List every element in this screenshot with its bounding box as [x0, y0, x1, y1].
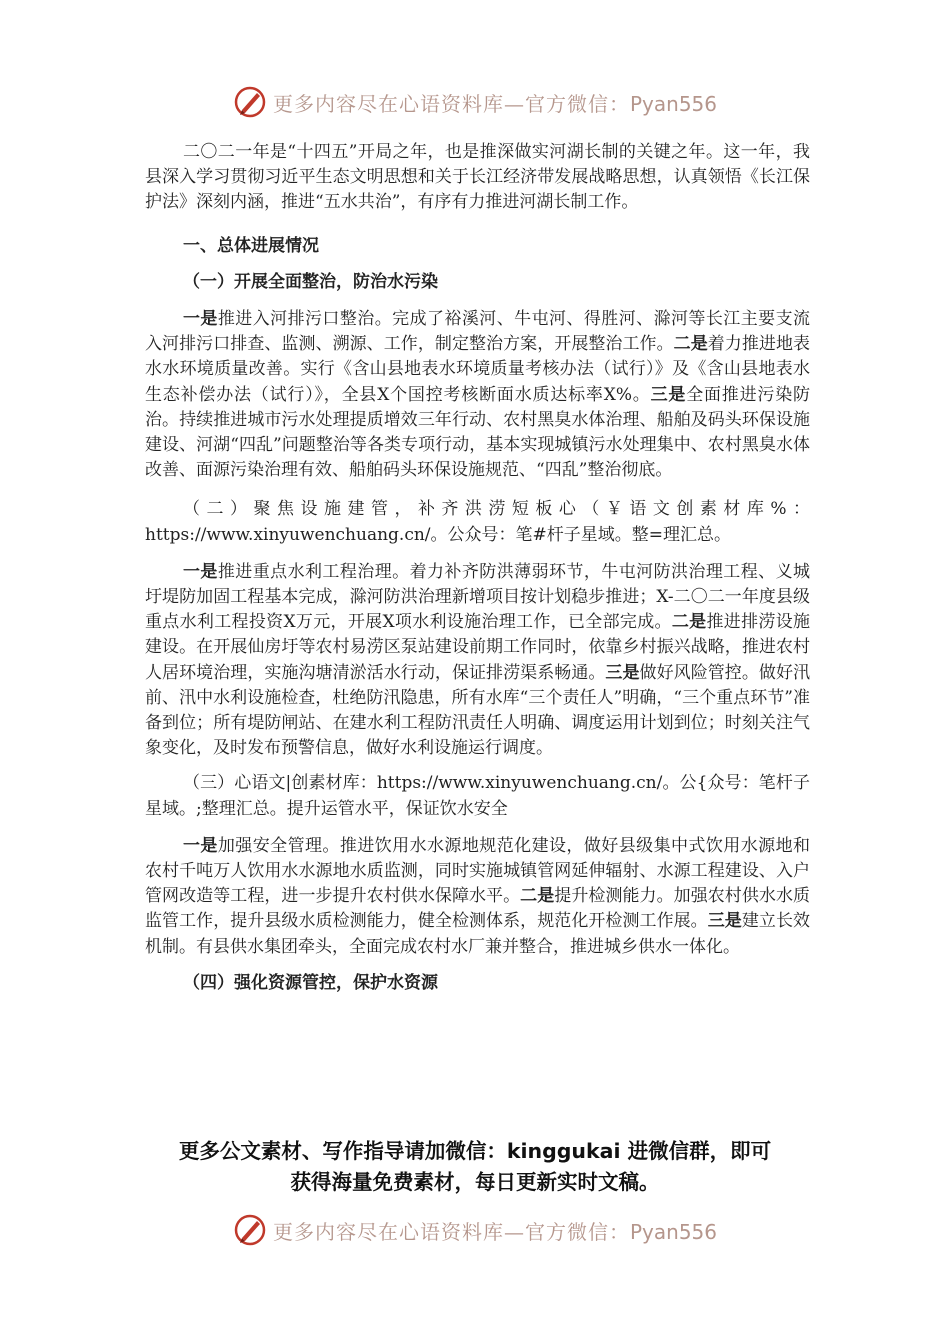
subsection-2-paragraph: 一是推进重点水利工程治理。着力补齐防洪薄弱环节，牛屯河防洪治理工程、义城圩堤防加固工程基本完成，滁河防洪治理新增项目按计划稳步推进；X-二〇二一年度县级重点水利工程投资X万元，开展X项水利设施治理工作，已全部完成。二是推进排涝设施建设。在开展仙房圩等农村易涝区泵站建设前期工作同时，依靠乡村振兴战略，推进农村人居环境治理，实施沟塘清淤活水行动，保证排涝渠系畅通。三是做好风险管控。做好汛前、汛中水利设施检查，杜绝防汛隐患，所有水库“三个责任人”明确，“三个重点环节”准备到位；所有堤防闸站、在建水利工程防汛责任人明确、调度运用计划到位；时刻关注气象变化，及时发布预警信息，做好水利设施运行调度。 — [145, 561, 811, 759]
footer-banner — [0, 1210, 950, 1250]
subsection-1-paragraph: 一是推进入河排污口整治。完成了裕溪河、牛屯河、得胜河、滁河等长江主要支流入河排污口排查、监测、溯源、工作，制定整治方案，开展整治工作。二是着力推进地表水水环境质量改善。实行《含山县地表水环境质量考核办法（试行）》及《含山县地表水生态补偿办法（试行）》，全县X个国控考核断面水质达标率X%。三是全面推进污染防治。持续推进城市污水处理提质增效三年行动、农村黑臭水体治理、船舶及码头环保设施建设、河湖“四乱”问题整治等各类专项行动，基本实现城镇污水处理集中、农村黑臭水体改善、面源污染治理有效、船舶码头环保设施规范、“四乱”整治彻底。 — [145, 309, 811, 481]
pen-logo-icon — [233, 85, 267, 119]
subsection-title-4: （四）强化资源管控，保护水资源 — [183, 972, 438, 993]
document-body — [145, 140, 810, 996]
section-heading-1: 一、总体进展情况 — [183, 235, 319, 256]
footer-ad-line-1: 更多公文素材、写作指导请加微信：kinggukai 进微信群，即可 — [178, 1139, 772, 1163]
intro-paragraph: 二〇二一年是“十四五”开局之年，也是推深做实河湖长制的关键之年。这一年，我县深入学习贯彻习近平生态文明思想和关于长江经济带发展战略思想，认真领悟《长江保护法》深刻内涵，推进“五水共治”，有序有力推进河湖长制工作。 — [145, 142, 810, 213]
banner-text: 更多内容尽在心语资料库—官方微信：Pyan556 — [272, 91, 717, 116]
footer-ad-line-2: 获得海量免费素材，每日更新实时文稿。 — [290, 1170, 660, 1194]
header-banner — [0, 82, 950, 122]
subsection-title-3: （三）心语文|创素材库：https://www.xinyuwenchuang.cn/。公{众号：笔杆子星域。;整理汇总。提升运管水平，保证饮水安全 — [145, 773, 810, 819]
subsection-title-2: （二）聚焦设施建管，补齐洪涝短板心（￥语文创素材库%：https://www.xinyuwenchuang.cn/。公众号：笔#杆子星域。整=理汇总。 — [145, 499, 810, 545]
subsection-3-paragraph: 一是加强安全管理。推进饮用水水源地规范化建设，做好县级集中式饮用水源地和农村千吨万人饮用水水源地水质监测，同时实施城镇管网延伸辐射、水源工程建设、入户管网改造等工程，进一步提升农村供水保障水平。二是提升检测能力。加强农村供水水质监管工作，提升县级水质检测能力，健全检测体系，规范化开检测工作展。三是建立长效机制。有县供水集团牵头，全面完成农村水厂兼并整合，推进城乡供水一体化。 — [145, 835, 811, 957]
banner-text: 更多内容尽在心语资料库—官方微信：Pyan556 — [272, 1219, 717, 1244]
footer-advertisement — [120, 1136, 830, 1198]
subsection-title-1: （一）开展全面整治，防治水污染 — [183, 271, 438, 292]
pen-logo-icon — [233, 1213, 267, 1247]
